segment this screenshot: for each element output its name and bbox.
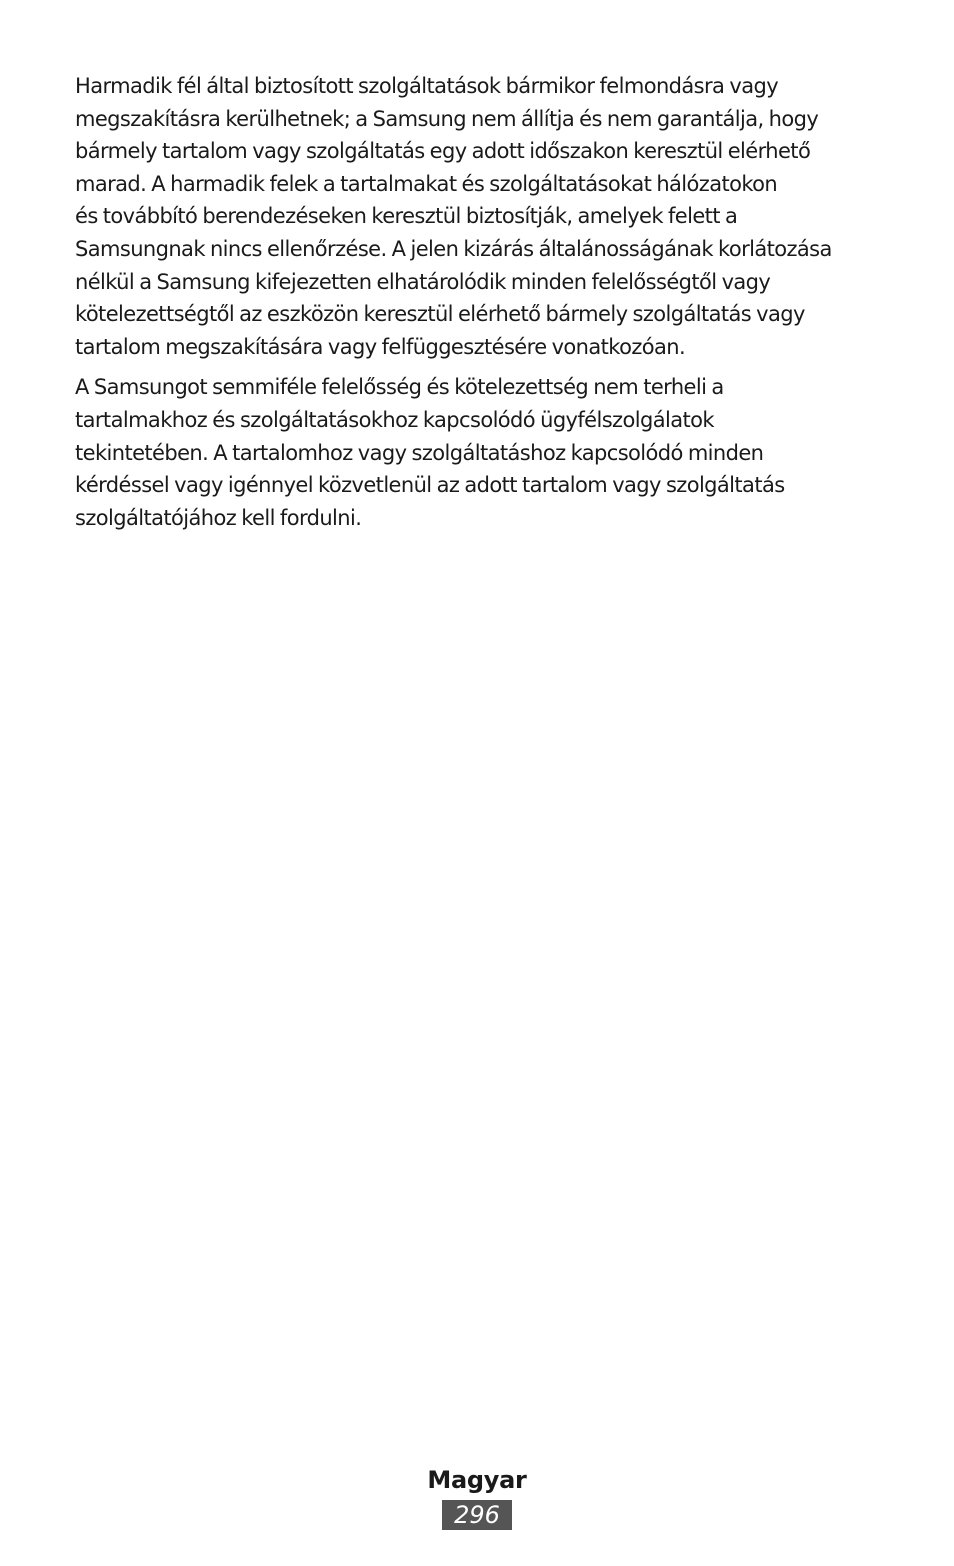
page-footer — [0, 1462, 954, 1530]
paragraph-third-party-services: Harmadik fél által biztosított szolgáltatások bármikor felmondásra vagy megszakításra kerülhetnek; a Samsung nem állítja és nem garantálja, hogy bármely tartalom vagy szolgáltatás egy adott időszakon keresztül elérhető marad. A harmadik felek a tartalmakat és szolgáltatásokat hálózatokon és továbbító berendezéseken keresztül biztosítják, amelyek felett a Samsungnak nincs ellenőrzése. A jelen kizárás általánosságának korlátozása nélkül a Samsung kifejezetten elhatárolódik minden felelősségtől vagy kötelezettségtől az eszközön keresztül elérhető bármely szolgáltatás vagy tartalom megszakítására vagy felfüggesztésére vonatkozóan. — [75, 74, 832, 359]
footer-language: Magyar — [427, 1466, 527, 1494]
paragraph-customer-service: A Samsungot semmiféle felelősség és kötelezettség nem terheli a tartalmakhoz és szolgáltatásokhoz kapcsolódó ügyfélszolgálatok tekintetében. A tartalomhoz vagy szolgáltatáshoz kapcsolódó minden kérdéssel vagy igénnyel közvetlenül az adott tartalom vagy szolgáltatás szolgáltatójához kell fordulni. — [75, 375, 785, 530]
page-number: 296 — [442, 1500, 512, 1530]
document-body — [75, 70, 875, 542]
page-number-container — [0, 1500, 954, 1530]
